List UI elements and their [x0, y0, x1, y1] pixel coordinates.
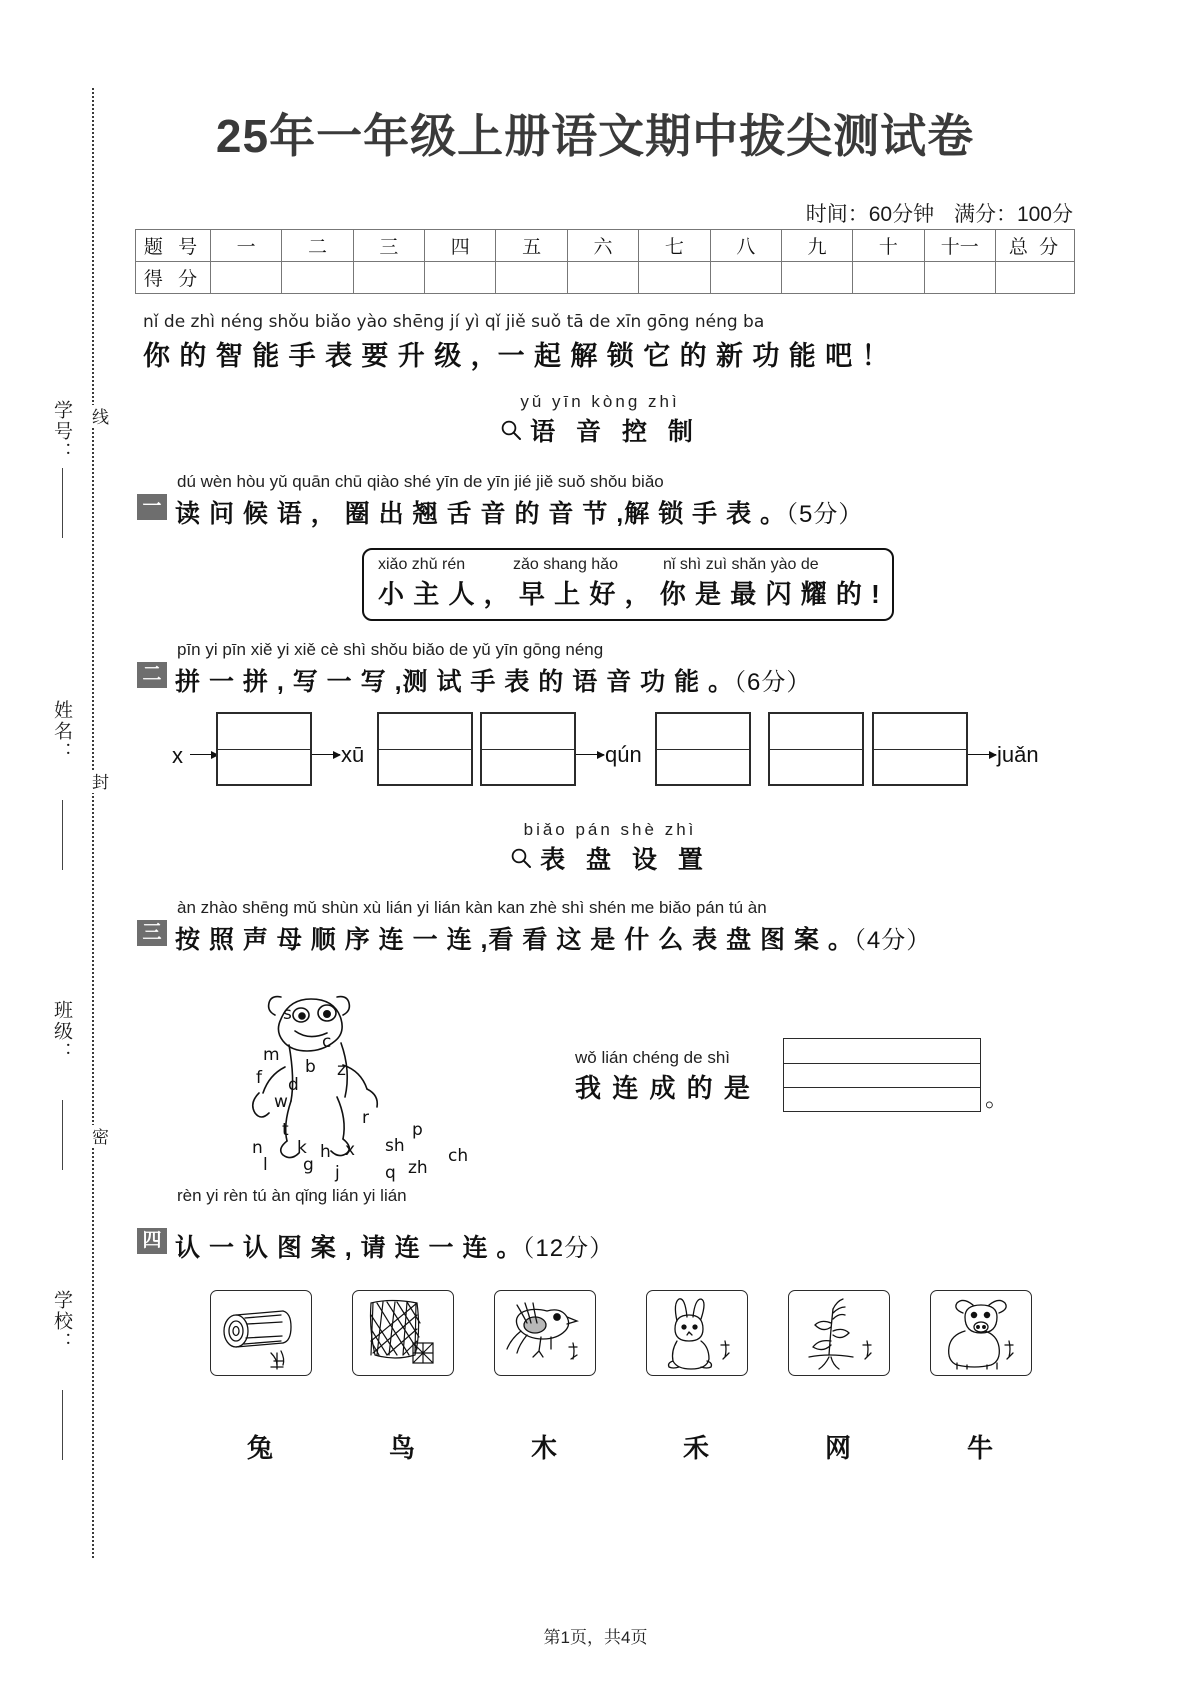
- col-2: 二: [282, 230, 353, 262]
- intro-sentence: [143, 312, 889, 373]
- sidebar-field-school: 学校：: [51, 1290, 72, 1353]
- question-2-pinyin: pīn yi pīn xiě yi xiě cè shì shǒu biǎo de yǔ yīn gōng néng: [177, 640, 604, 659]
- picture-card-grain[interactable]: [788, 1290, 890, 1376]
- q2-pinyin-grid-5[interactable]: [768, 712, 864, 786]
- score-cell-2[interactable]: [282, 262, 353, 294]
- full-score-label: 满分：100分: [953, 203, 1073, 226]
- intro-pinyin: nǐ de zhì néng shǒu biǎo yào shēng jí yì qǐ jiě suǒ tā de xīn gōng néng ba: [143, 312, 765, 332]
- intro-chinese: 你 的 智 能 手 表 要 升 级 ，一 起 解 锁 它 的 新 功 能 吧 ！: [143, 341, 889, 372]
- page-title: 25年一年级上册语文期中拔尖测试卷: [215, 110, 975, 162]
- q4-word-1[interactable]: 兔: [246, 1433, 273, 1463]
- question-number-2: 二: [137, 662, 167, 688]
- left-margin-sidebar: [0, 0, 120, 1684]
- row-label-score: 得 分: [136, 262, 211, 294]
- grain-picture-icon: [789, 1291, 889, 1375]
- log-picture-icon: [211, 1291, 311, 1375]
- question-2-body: 拼 一 拼 , 写 一 写 ,测 试 手 表 的 语 音 功 能 。: [175, 668, 735, 696]
- picture-card-log[interactable]: [210, 1290, 312, 1376]
- dotted-cut-line: [92, 88, 94, 1558]
- col-11: 十一: [924, 230, 995, 262]
- q2-label-x: x: [172, 743, 183, 768]
- maze-letter-r: r: [362, 1108, 369, 1128]
- maze-letter-l: l: [263, 1155, 268, 1175]
- maze-letter-z: z: [337, 1060, 346, 1080]
- question-1-body: 读 问 候 语 ， 圈 出 翘 舌 音 的 音 节 ,解 锁 手 表 。: [175, 500, 787, 528]
- question-1-text: [175, 494, 863, 530]
- question-3-score: （4分）: [853, 927, 932, 954]
- q1-pinyin-part-1: xiǎo zhǔ rén: [378, 556, 466, 573]
- seal-char-mi: 密: [86, 1125, 111, 1148]
- question-1-sentence-box[interactable]: [362, 548, 894, 621]
- sidebar-field-student-id: 学号：: [51, 400, 72, 463]
- seal-char-line: 线: [86, 405, 111, 428]
- q3-answer-chinese: 我 连 成 的 是: [575, 1073, 752, 1103]
- question-4-pinyin: rèn yi rèn tú àn qǐng lián yi lián: [177, 1186, 407, 1205]
- col-4: 四: [425, 230, 496, 262]
- magnifier-icon: [510, 847, 532, 876]
- q2-arrow-3: [576, 754, 604, 755]
- q1-box-chinese: 小 主 人 ， 早 上 好 ， 你 是 最 闪 耀 的 !: [378, 579, 881, 609]
- question-3-pinyin: àn zhào shēng mǔ shùn xù lián yi lián kàn kan zhè shì shén me biǎo pán tú àn: [177, 898, 767, 917]
- col-8: 八: [710, 230, 781, 262]
- score-cell-1[interactable]: [211, 262, 282, 294]
- exam-meta: [792, 198, 1073, 228]
- q2-pinyin-grid-1[interactable]: [216, 712, 312, 786]
- maze-letter-x: x: [345, 1140, 356, 1160]
- question-1-score: （5分）: [786, 501, 864, 528]
- score-cell-3[interactable]: [353, 262, 424, 294]
- ox-picture-icon: [931, 1291, 1031, 1375]
- score-cell-8[interactable]: [710, 262, 781, 294]
- maze-letter-q: q: [385, 1163, 396, 1183]
- q2-pinyin-grid-2[interactable]: [377, 712, 473, 786]
- picture-card-bird[interactable]: [494, 1290, 596, 1376]
- q3-answer-pinyin: wǒ lián chéng de shì: [575, 1048, 730, 1067]
- maze-letter-p: p: [412, 1120, 423, 1140]
- magnifier-icon: [500, 419, 522, 448]
- q1-pinyin-part-3: nǐ shì zuì shǎn yào de: [663, 556, 819, 573]
- score-cell-total[interactable]: [996, 262, 1075, 294]
- q1-pinyin-part-2: zǎo shang hǎo: [513, 556, 618, 573]
- q4-word-4[interactable]: 禾: [682, 1433, 709, 1463]
- q4-word-3[interactable]: 木: [530, 1433, 557, 1463]
- sidebar-rule-1: [62, 468, 63, 538]
- score-cell-9[interactable]: [781, 262, 852, 294]
- maze-letter-j: j: [335, 1163, 340, 1183]
- score-cell-4[interactable]: [425, 262, 496, 294]
- question-4-body: 认 一 认 图 案 , 请 连 一 连 。: [175, 1234, 523, 1262]
- row-label-question: 题 号: [136, 230, 211, 262]
- score-cell-6[interactable]: [567, 262, 638, 294]
- maze-letter-sh: sh: [385, 1136, 405, 1156]
- score-cell-7[interactable]: [639, 262, 710, 294]
- col-5: 五: [496, 230, 567, 262]
- maze-letter-s: s: [283, 1004, 292, 1024]
- score-cell-11[interactable]: [924, 262, 995, 294]
- maze-letter-ch: ch: [448, 1146, 469, 1166]
- seal-char-feng: 封: [86, 770, 111, 793]
- section-voice-pinyin: yǔ yīn kòng zhì: [520, 392, 680, 411]
- q4-word-6[interactable]: 牛: [966, 1433, 993, 1463]
- maze-letter-d: d: [288, 1075, 299, 1095]
- score-cell-10[interactable]: [853, 262, 924, 294]
- q3-answer-period: 。: [985, 1085, 1009, 1112]
- page-footer: 第1页，共4页: [543, 1628, 648, 1647]
- q2-arrow-2: [312, 754, 340, 755]
- section-dial-title: [430, 840, 790, 876]
- maze-letter-m: m: [263, 1045, 280, 1065]
- question-1-pinyin: dú wèn hòu yǔ quān chū qiào shé yīn de yīn jié jiě suǒ shǒu biǎo: [177, 472, 664, 491]
- maze-letter-f: f: [256, 1068, 262, 1088]
- bird-picture-icon: [495, 1291, 595, 1375]
- question-3-text: [175, 920, 931, 956]
- maze-letter-t: t: [282, 1120, 289, 1140]
- q2-arrow-1: [190, 754, 218, 755]
- col-6: 六: [567, 230, 638, 262]
- maze-letter-n: n: [252, 1138, 263, 1158]
- section-voice-label: 语 音 控 制: [530, 418, 700, 446]
- q3-answer-box[interactable]: [783, 1038, 981, 1112]
- question-4-score: （12分）: [522, 1235, 615, 1262]
- maze-letter-w: w: [274, 1092, 288, 1112]
- col-total: 总 分: [996, 230, 1075, 262]
- section-dial-pinyin: biǎo pán shè zhì: [523, 820, 697, 839]
- col-1: 一: [211, 230, 282, 262]
- sidebar-rule-3: [62, 1100, 63, 1170]
- score-cell-5[interactable]: [496, 262, 567, 294]
- col-7: 七: [639, 230, 710, 262]
- maze-letter-zh: zh: [408, 1158, 428, 1178]
- q2-pinyin-grid-3[interactable]: [480, 712, 576, 786]
- maze-letter-c: c: [322, 1032, 332, 1052]
- section-voice-title: [420, 412, 780, 448]
- rabbit-picture-icon: [647, 1291, 747, 1375]
- picture-card-rabbit[interactable]: [646, 1290, 748, 1376]
- col-9: 九: [781, 230, 852, 262]
- time-label: 时间：60分钟: [805, 203, 935, 226]
- sidebar-rule-2: [62, 800, 63, 870]
- score-table: [135, 229, 1075, 294]
- question-4-text: [175, 1228, 614, 1264]
- question-number-1: 一: [137, 494, 167, 520]
- col-10: 十: [853, 230, 924, 262]
- question-3-body: 按 照 声 母 顺 序 连 一 连 ,看 看 这 是 什 么 表 盘 图 案 。: [175, 926, 854, 954]
- section-dial-label: 表 盘 设 置: [540, 846, 710, 874]
- q4-word-5[interactable]: 网: [824, 1433, 851, 1463]
- q2-pinyin-grid-4[interactable]: [655, 712, 751, 786]
- table-row-scores: [136, 262, 1075, 294]
- section-heading-dial-setting: [430, 820, 790, 876]
- section-heading-voice-control: [420, 392, 780, 448]
- question-2-score: （6分）: [734, 669, 812, 696]
- maze-letter-h: h: [320, 1142, 331, 1162]
- q2-arrow-4: [968, 754, 996, 755]
- question-number-4: 四: [137, 1228, 167, 1254]
- maze-letter-g: g: [303, 1155, 314, 1175]
- q2-pinyin-grid-6[interactable]: [872, 712, 968, 786]
- sidebar-field-name: 姓名：: [51, 700, 72, 763]
- net-picture-icon: [353, 1291, 453, 1375]
- q3-answer-prompt: [575, 1048, 752, 1105]
- q2-label-juan: juǎn: [997, 742, 1039, 767]
- maze-letter-b: b: [305, 1057, 316, 1077]
- question-2-text: [175, 662, 811, 698]
- q1-box-pinyin: [378, 556, 878, 574]
- q2-label-qun: qún: [605, 742, 642, 767]
- q4-word-2[interactable]: 鸟: [388, 1433, 415, 1463]
- maze-letter-k: k: [297, 1138, 307, 1158]
- picture-card-ox[interactable]: [930, 1290, 1032, 1376]
- question-number-3: 三: [137, 920, 167, 946]
- q2-label-xu: xū: [341, 742, 365, 767]
- picture-card-net[interactable]: [352, 1290, 454, 1376]
- table-row-question-numbers: [136, 230, 1075, 262]
- col-3: 三: [353, 230, 424, 262]
- sidebar-rule-4: [62, 1390, 63, 1460]
- sidebar-field-class: 班级：: [51, 1000, 72, 1063]
